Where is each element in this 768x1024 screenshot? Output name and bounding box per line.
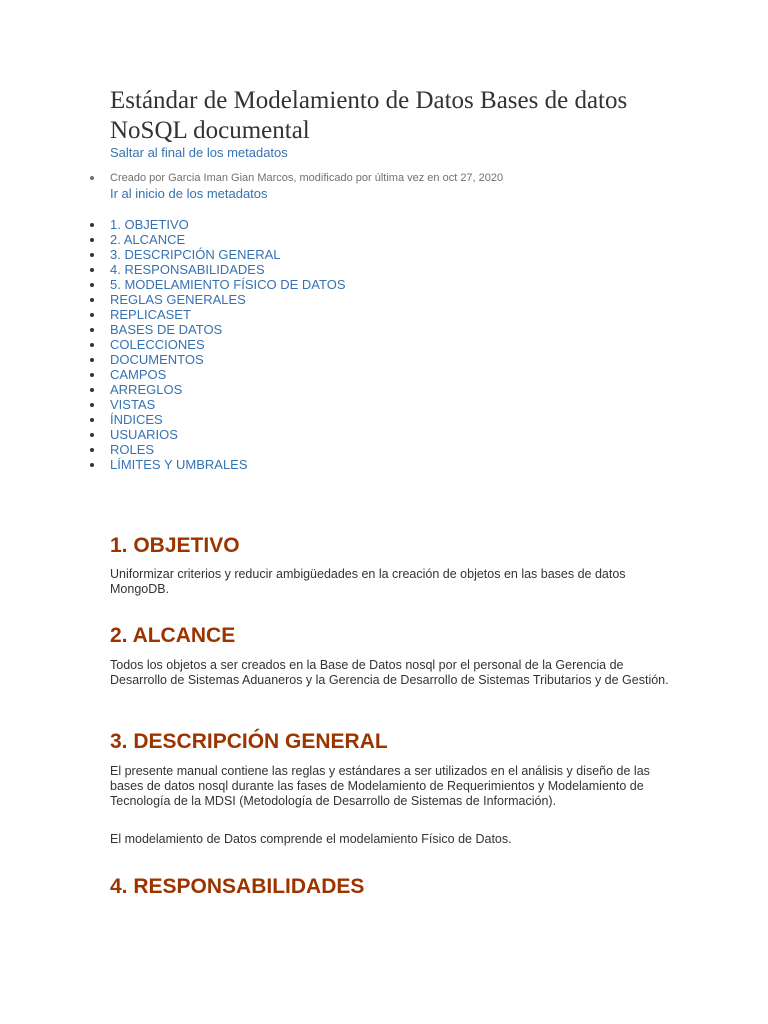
bullet-icon: [90, 403, 94, 407]
page-metadata: [90, 171, 503, 202]
toc-item: [90, 292, 346, 307]
toc-item: [90, 427, 346, 442]
section-paragraph: El presente manual contiene las reglas y estándares a ser utilizados en el análisis y diseño de las bases de datos nosql durante las fases de Modelamiento de Requerimientos y Modelamiento de Tecnología de la MDSI (Metodología de Desarrollo de Sistemas de Información).: [110, 764, 650, 808]
toc-link-usuarios[interactable]: USUARIOS: [110, 427, 178, 442]
toc-link-replicaset[interactable]: REPLICASET: [110, 307, 191, 322]
toc-link-descripcion-general[interactable]: 3. DESCRIPCIÓN GENERAL: [110, 247, 281, 262]
toc-item: [90, 232, 346, 247]
bullet-icon: [90, 176, 94, 180]
toc-link-roles[interactable]: ROLES: [110, 442, 155, 457]
toc-link-bases-de-datos[interactable]: BASES DE DATOS: [110, 322, 223, 337]
bullet-icon: [90, 283, 94, 287]
toc-link-limites-y-umbrales[interactable]: LÍMITES Y UMBRALES: [110, 457, 248, 472]
bullet-icon: [90, 238, 94, 242]
toc-link-campos[interactable]: CAMPOS: [110, 367, 167, 382]
skip-to-end-of-metadata-link[interactable]: Saltar al final de los metadatos: [110, 145, 288, 160]
toc-link-modelamiento-fisico[interactable]: 5. MODELAMIENTO FÍSICO DE DATOS: [110, 277, 346, 292]
created-by-text: Creado por Garcia Iman Gian Marcos, modificado por última vez en oct 27, 2020: [110, 172, 504, 184]
metadata-item: [90, 171, 503, 202]
bullet-icon: [90, 418, 94, 422]
toc-item: [90, 352, 346, 367]
toc-item: [90, 262, 346, 277]
section-heading-objetivo: 1. OBJETIVO: [110, 534, 240, 557]
section-paragraph: El modelamiento de Datos comprende el modelamiento Físico de Datos.: [110, 832, 512, 846]
toc-link-vistas[interactable]: VISTAS: [110, 397, 156, 412]
toc-item: [90, 307, 346, 322]
toc-item: [90, 277, 346, 292]
bullet-icon: [90, 223, 94, 227]
section-heading-descripcion-general: 3. DESCRIPCIÓN GENERAL: [110, 730, 388, 753]
section-paragraph: Uniformizar criterios y reducir ambigüedades en la creación de objetos en las bases de datos MongoDB.: [110, 567, 626, 596]
page-title: Estándar de Modelamiento de Datos Bases de datos NoSQL documental: [110, 87, 628, 144]
bullet-icon: [90, 268, 94, 272]
bullet-icon: [90, 253, 94, 257]
toc-item: [90, 397, 346, 412]
bullet-icon: [90, 298, 94, 302]
toc-item: [90, 217, 346, 232]
table-of-contents: [90, 217, 346, 472]
bullet-icon: [90, 388, 94, 392]
section-paragraph: Todos los objetos a ser creados en la Base de Datos nosql por el personal de la Gerencia de Desarrollo de Sistemas Aduaneros y la Gerencia de Desarrollo de Sistemas Tributarios y de Gestión.: [110, 658, 669, 687]
toc-link-documentos[interactable]: DOCUMENTOS: [110, 352, 204, 367]
back-to-start-of-metadata-link[interactable]: Ir al inicio de los metadatos: [110, 186, 268, 201]
toc-item: [90, 442, 346, 457]
bullet-icon: [90, 463, 94, 467]
toc-item: [90, 247, 346, 262]
toc-item: [90, 367, 346, 382]
toc-link-objetivo[interactable]: 1. OBJETIVO: [110, 217, 189, 232]
bullet-icon: [90, 328, 94, 332]
section-heading-responsabilidades: 4. RESPONSABILIDADES: [110, 875, 365, 898]
bullet-icon: [90, 433, 94, 437]
toc-link-colecciones[interactable]: COLECCIONES: [110, 337, 205, 352]
toc-item: [90, 382, 346, 397]
bullet-icon: [90, 373, 94, 377]
bullet-icon: [90, 313, 94, 317]
toc-item: [90, 322, 346, 337]
toc-link-indices[interactable]: ÍNDICES: [110, 412, 163, 427]
toc-link-reglas-generales[interactable]: REGLAS GENERALES: [110, 292, 246, 307]
section-heading-alcance: 2. ALCANCE: [110, 624, 236, 647]
bullet-icon: [90, 448, 94, 452]
toc-link-arreglos[interactable]: ARREGLOS: [110, 382, 183, 397]
toc-item: [90, 337, 346, 352]
bullet-icon: [90, 358, 94, 362]
toc-link-alcance[interactable]: 2. ALCANCE: [110, 232, 186, 247]
bullet-icon: [90, 343, 94, 347]
toc-item: [90, 457, 346, 472]
toc-link-responsabilidades[interactable]: 4. RESPONSABILIDADES: [110, 262, 265, 277]
toc-item: [90, 412, 346, 427]
